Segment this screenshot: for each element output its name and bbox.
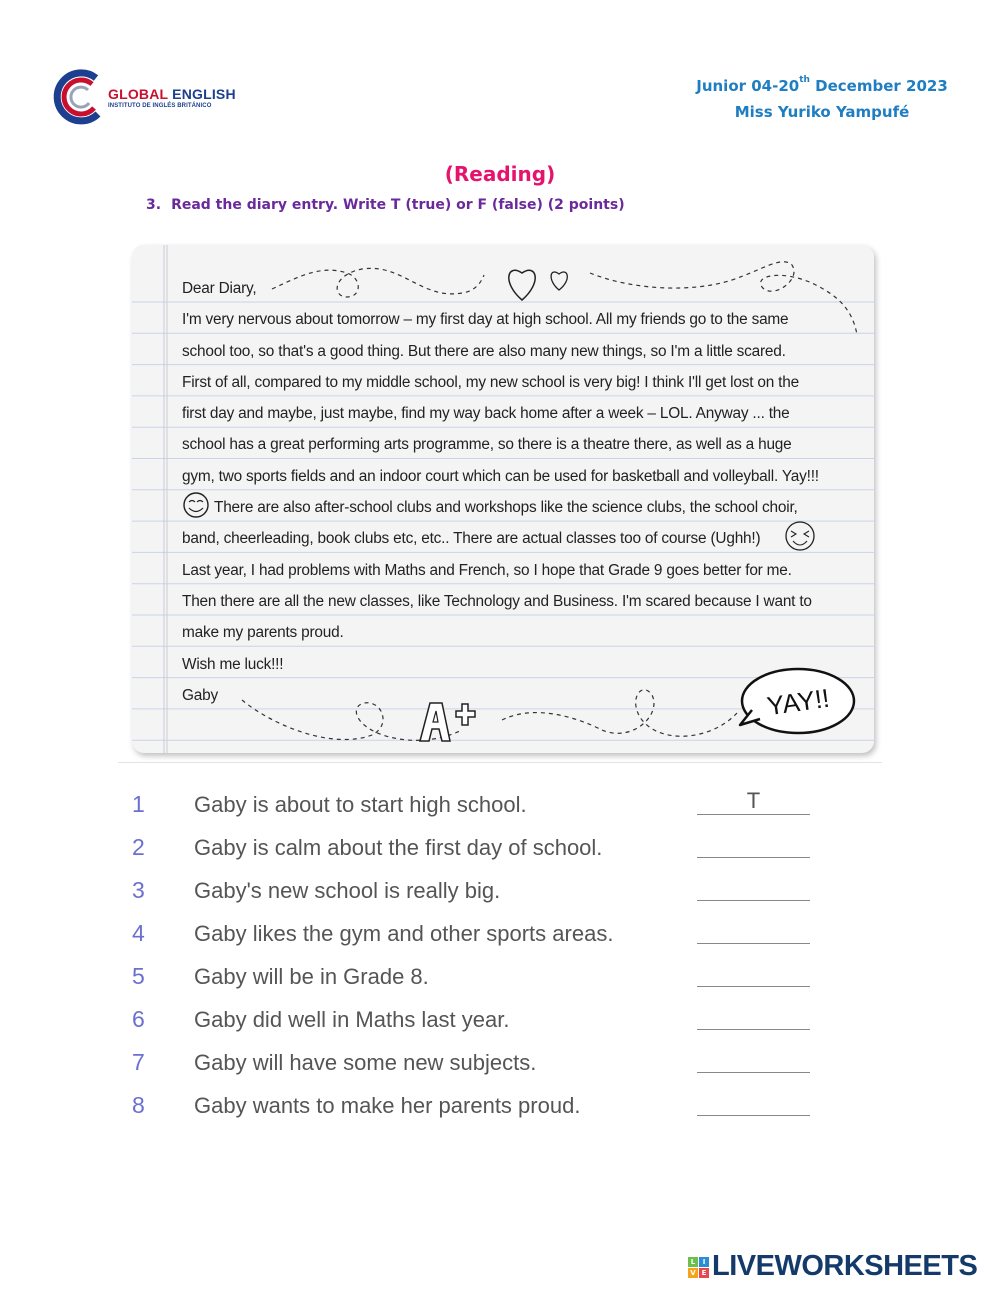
course-dates: Junior 04-20th December 2023 <box>696 75 948 95</box>
answer-field[interactable] <box>697 873 810 901</box>
question-item <box>130 873 830 916</box>
exercise-number: 3. <box>146 197 162 213</box>
question-number: 8 <box>132 1092 145 1118</box>
question-number: 4 <box>132 920 145 946</box>
diary-line: Then there are all the new classes, like Technology and Business. I'm scared because I want to <box>182 592 812 610</box>
logo-brand-name: GLOBAL ENGLISH <box>108 86 236 102</box>
diary-line: Last year, I had problems with Maths and French, so I hope that Grade 9 goes better for me. <box>182 561 792 579</box>
logo-tile: V <box>688 1268 698 1278</box>
dashed-doodle-bottom-right <box>502 690 737 736</box>
diary-line: first day and maybe, just maybe, find my way back home after a week – LOL. Anyway ... the <box>182 405 790 423</box>
question-text: Gaby is calm about the first day of school. <box>194 835 603 860</box>
section-title: (Reading) <box>444 162 556 186</box>
instruction-text: Read the diary entry. Write T (true) or F (false) (2 points) <box>171 197 625 213</box>
question-item <box>130 1088 830 1131</box>
diary-line: school has a great performing arts programme, so there is a theatre there, as well as a huge <box>182 436 792 454</box>
diary-line: Wish me luck!!! <box>182 655 284 673</box>
question-item <box>130 959 830 1002</box>
diary-line: school too, so that's a good thing. But there are also many new things, so I'm a little scared. <box>182 342 786 360</box>
question-item <box>130 1002 830 1045</box>
answer-field[interactable]: T <box>697 787 810 815</box>
yay-speech-bubble <box>740 669 854 733</box>
answer-field[interactable] <box>697 959 810 987</box>
question-item <box>130 1045 830 1088</box>
liveworksheets-logo-icon <box>688 1257 710 1279</box>
logo-tile: L <box>688 1257 698 1267</box>
laughing-face-icon <box>786 522 814 550</box>
teacher-name: Miss Yuriko Yampufé <box>734 103 910 121</box>
answer-field[interactable] <box>697 1002 810 1030</box>
answer-field[interactable] <box>697 916 810 944</box>
a-plus-badge-icon <box>420 689 475 741</box>
question-text: Gaby will have some new subjects. <box>194 1050 537 1075</box>
question-item <box>130 830 830 873</box>
question-number: 5 <box>132 963 145 989</box>
answer-field[interactable] <box>697 830 810 858</box>
global-english-logo <box>52 68 252 128</box>
course-info <box>672 73 972 125</box>
question-text: Gaby will be in Grade 8. <box>194 964 429 989</box>
smiley-icon <box>184 493 208 517</box>
question-text: Gaby wants to make her parents proud. <box>194 1093 581 1118</box>
global-english-emblem-icon <box>52 68 108 126</box>
liveworksheets-wordmark: LIVEWORKSHEETS <box>712 1250 978 1282</box>
question-list <box>130 787 830 1131</box>
question-number: 1 <box>132 791 145 817</box>
answer-field[interactable] <box>697 1045 810 1073</box>
question-text: Gaby's new school is really big. <box>194 878 501 903</box>
question-number: 6 <box>132 1006 145 1032</box>
heart-icon <box>509 270 568 300</box>
logo-tile: E <box>699 1268 709 1278</box>
exercise-instruction <box>146 197 625 213</box>
diary-line: I'm very nervous about tomorrow – my first day at high school. All my friends go to the same <box>182 311 789 329</box>
section-divider <box>118 762 882 763</box>
question-text: Gaby is about to start high school. <box>194 792 527 817</box>
diary-line: gym, two sports fields and an indoor court which can be used for basketball and volleyball. Yay!!! <box>182 467 819 485</box>
question-text: Gaby likes the gym and other sports areas. <box>194 921 614 946</box>
question-number: 7 <box>132 1049 145 1075</box>
diary-line: Dear Diary, <box>182 280 257 297</box>
svg-text:A+: A+ <box>421 691 423 692</box>
diary-line: There are also after-school clubs and workshops like the science clubs, the school choir, <box>214 499 798 517</box>
dashed-doodle-right <box>590 262 857 335</box>
dashed-doodle-left <box>272 268 484 297</box>
diary-line: First of all, compared to my middle school, my new school is very big! I think I'll get lost on the <box>182 373 799 391</box>
liveworksheets-brand <box>688 1250 988 1284</box>
logo-tile: I <box>699 1257 709 1267</box>
question-item <box>130 916 830 959</box>
logo-tagline: INSTITUTO DE INGLÉS BRITÁNICO <box>108 103 212 109</box>
question-text: Gaby did well in Maths last year. <box>194 1007 510 1032</box>
diary-line: Gaby <box>182 686 218 704</box>
diary-decorations <box>132 245 874 753</box>
speech-bubble-text: YAY!! <box>765 682 832 722</box>
answer-field[interactable] <box>697 1088 810 1116</box>
diary-notebook <box>132 245 874 753</box>
diary-line: band, cheerleading, book clubs etc, etc.. There are actual classes too of course (Ughh!) <box>182 530 761 548</box>
diary-line: make my parents proud. <box>182 624 344 642</box>
question-number: 2 <box>132 834 145 860</box>
question-number: 3 <box>132 877 145 903</box>
question-item <box>130 787 830 830</box>
